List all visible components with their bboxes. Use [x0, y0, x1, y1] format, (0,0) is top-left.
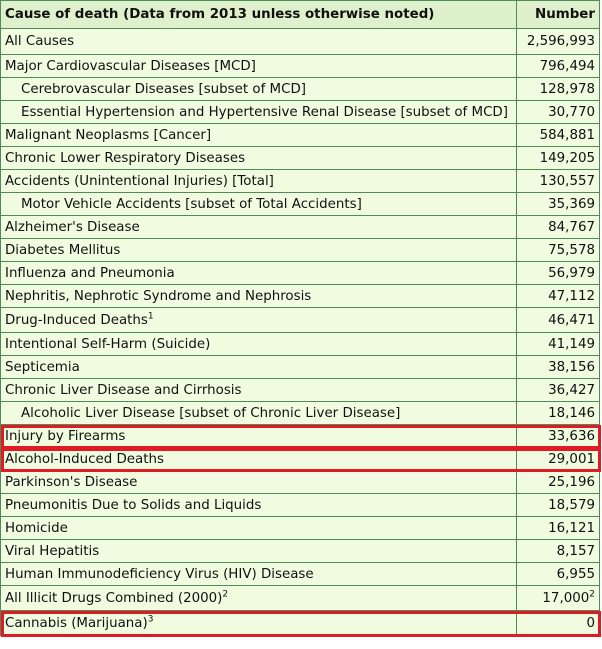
cause-label: Chronic Liver Disease and Cirrhosis [5, 382, 242, 398]
table-row [1, 379, 600, 402]
number-value: 41,149 [548, 336, 595, 352]
cause-cell [1, 517, 517, 540]
number-cell [517, 471, 600, 494]
cause-cell [1, 563, 517, 586]
number-value: 35,369 [548, 196, 595, 212]
cause-label: Alzheimer's Disease [5, 219, 140, 235]
cause-cell [1, 425, 517, 448]
number-value: 25,196 [548, 474, 595, 490]
cause-label: Influenza and Pneumonia [5, 265, 175, 281]
table-row [1, 193, 600, 216]
cause-label: Parkinson's Disease [5, 474, 138, 490]
cause-cell [1, 124, 517, 147]
cause-label: Alcohol-Induced Deaths [5, 451, 164, 467]
table-row [1, 471, 600, 494]
cause-cell [1, 540, 517, 563]
number-cell [517, 494, 600, 517]
number-cell [517, 586, 600, 611]
number-value: 18,146 [548, 405, 595, 421]
table-row [1, 425, 600, 448]
cause-label: Alcoholic Liver Disease [subset of Chronic Liver Disease] [21, 405, 401, 421]
table-row [1, 402, 600, 425]
cause-cell [1, 586, 517, 611]
cause-label: Essential Hypertension and Hypertensive Renal Disease [subset of MCD] [21, 104, 508, 120]
table-row [1, 308, 600, 333]
cause-cell [1, 333, 517, 356]
number-value: 56,979 [548, 265, 595, 281]
number-cell [517, 448, 600, 471]
number-value: 84,767 [548, 219, 595, 235]
number-cell [517, 517, 600, 540]
number-value: 130,557 [539, 173, 595, 189]
cause-cell [1, 308, 517, 333]
number-cell [517, 55, 600, 78]
table-row [1, 517, 600, 540]
cause-cell [1, 262, 517, 285]
table-row [1, 78, 600, 101]
number-value: 30,770 [548, 104, 595, 120]
header-row [1, 1, 600, 29]
cause-label: Accidents (Unintentional Injuries) [Total] [5, 173, 274, 189]
table-row [1, 333, 600, 356]
table-row [1, 563, 600, 586]
number-cell [517, 402, 600, 425]
cause-cell [1, 471, 517, 494]
cause-cell [1, 285, 517, 308]
number-cell [517, 239, 600, 262]
cause-cell [1, 55, 517, 78]
table-row [1, 611, 600, 636]
cause-label: Cerebrovascular Diseases [subset of MCD] [21, 81, 306, 97]
table-row [1, 101, 600, 124]
cause-cell [1, 448, 517, 471]
number-value: 75,578 [548, 242, 595, 258]
number-value: 38,156 [548, 359, 595, 375]
cause-cell [1, 147, 517, 170]
number-cell [517, 78, 600, 101]
number-value: 18,579 [548, 497, 595, 513]
cause-label: Homicide [5, 520, 68, 536]
footnote-marker: 3 [147, 614, 154, 625]
number-value: 29,001 [548, 451, 595, 467]
cause-cell [1, 356, 517, 379]
number-cell [517, 124, 600, 147]
cause-cell [1, 78, 517, 101]
number-cell [517, 563, 600, 586]
cause-label: Drug-Induced Deaths [5, 312, 148, 328]
cause-label: Pneumonitis Due to Solids and Liquids [5, 497, 262, 513]
table-row [1, 285, 600, 308]
footnote-marker: 2 [222, 589, 229, 600]
table-row [1, 540, 600, 563]
number-cell [517, 216, 600, 239]
number-value: 584,881 [539, 127, 595, 143]
number-cell [517, 425, 600, 448]
cause-label: Chronic Lower Respiratory Diseases [5, 150, 246, 166]
number-cell [517, 356, 600, 379]
table-row [1, 170, 600, 193]
cause-cell [1, 29, 517, 55]
number-value: 149,205 [539, 150, 595, 166]
header-cause: Cause of death (Data from 2013 unless otherwise noted) [1, 1, 517, 29]
cause-cell [1, 402, 517, 425]
cause-label: Major Cardiovascular Diseases [MCD] [5, 58, 256, 74]
cause-label: Motor Vehicle Accidents [subset of Total Accidents] [21, 196, 362, 212]
cause-label: Intentional Self-Harm (Suicide) [5, 336, 211, 352]
table-row [1, 147, 600, 170]
table-row [1, 124, 600, 147]
table-row [1, 216, 600, 239]
cause-cell [1, 379, 517, 402]
cause-label: Diabetes Mellitus [5, 242, 121, 258]
number-value: 36,427 [548, 382, 595, 398]
number-value: 0 [586, 615, 595, 631]
table-row [1, 239, 600, 262]
cause-label: Septicemia [5, 359, 80, 375]
number-value: 8,157 [556, 543, 595, 559]
header-number: Number [517, 1, 600, 29]
number-cell [517, 540, 600, 563]
number-cell [517, 147, 600, 170]
table-row [1, 494, 600, 517]
number-cell [517, 285, 600, 308]
table-row [1, 356, 600, 379]
number-value: 33,636 [548, 428, 595, 444]
cause-label: All Illicit Drugs Combined (2000) [5, 590, 223, 606]
cause-label: Viral Hepatitis [5, 543, 100, 559]
footnote-marker: 2 [589, 589, 595, 600]
number-value: 47,112 [548, 288, 595, 304]
number-cell [517, 262, 600, 285]
number-cell [517, 29, 600, 55]
number-cell [517, 101, 600, 124]
table-body [1, 29, 600, 636]
number-cell [517, 170, 600, 193]
cause-cell [1, 101, 517, 124]
table-row [1, 586, 600, 611]
number-value: 128,978 [539, 81, 595, 97]
cause-cell [1, 170, 517, 193]
number-value: 2,596,993 [526, 34, 595, 49]
cause-cell [1, 494, 517, 517]
table-row [1, 448, 600, 471]
cause-label: Malignant Neoplasms [Cancer] [5, 127, 212, 143]
number-value: 46,471 [548, 312, 595, 328]
cause-label: Nephritis, Nephrotic Syndrome and Nephrosis [5, 288, 312, 304]
cause-cell [1, 611, 517, 636]
footnote-marker: 1 [147, 311, 154, 322]
number-value: 16,121 [548, 520, 595, 536]
number-cell [517, 611, 600, 636]
table-row [1, 55, 600, 78]
cause-cell [1, 239, 517, 262]
table-row [1, 262, 600, 285]
cause-cell [1, 216, 517, 239]
cause-cell [1, 193, 517, 216]
cause-label: All Causes [5, 34, 75, 49]
table-row [1, 29, 600, 55]
number-cell [517, 333, 600, 356]
number-cell [517, 379, 600, 402]
cause-label: Injury by Firearms [5, 428, 126, 444]
number-value: 796,494 [539, 58, 595, 74]
number-cell [517, 193, 600, 216]
number-value: 17,000 [542, 590, 590, 606]
cause-label: Cannabis (Marijuana) [5, 615, 148, 631]
cause-label: Human Immunodeficiency Virus (HIV) Disease [5, 566, 314, 582]
number-cell [517, 308, 600, 333]
number-value: 6,955 [556, 566, 595, 582]
